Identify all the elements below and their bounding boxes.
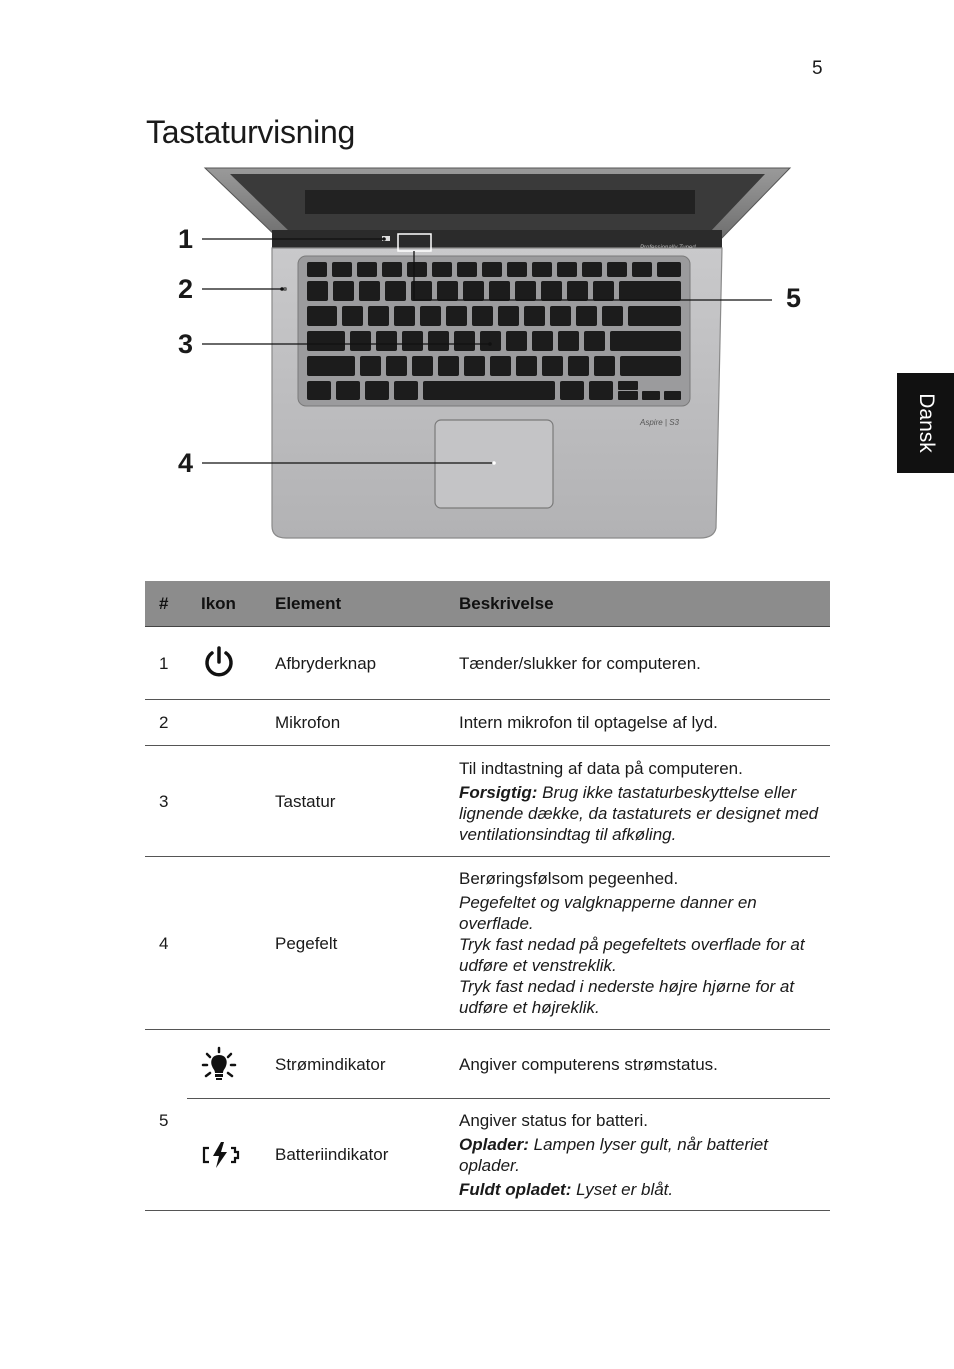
model-text: Aspire | S3 <box>640 418 679 427</box>
callout-3: 3 <box>178 329 194 359</box>
callout-1: 1 <box>178 224 194 254</box>
description-note <box>459 1179 830 1200</box>
row-description <box>445 746 830 857</box>
row-icon-empty <box>187 857 261 1030</box>
row-description <box>445 1099 830 1211</box>
row-number: 4 <box>145 857 187 1030</box>
description-note: Tryk fast nedad i nederste højre hjørne for at udføre et højreklik. <box>459 977 795 1017</box>
callout-4: 4 <box>178 448 194 478</box>
description-main: Til indtastning af data på computeren. <box>459 758 743 778</box>
battery-charging-icon <box>187 1099 261 1211</box>
table-row <box>145 857 830 1030</box>
table-row <box>145 1099 830 1211</box>
callout-2: 2 <box>178 274 194 304</box>
laptop-illustration <box>160 160 840 550</box>
row-number: 2 <box>145 700 187 746</box>
light-bulb-icon <box>187 1030 261 1099</box>
table-row <box>145 700 830 746</box>
row-description: Tænder/slukker for computeren. <box>445 627 830 700</box>
header-icon: Ikon <box>187 581 261 627</box>
description-main: Angiver status for batteri. <box>459 1110 648 1130</box>
description-note <box>459 782 830 845</box>
description-note <box>459 1134 830 1176</box>
page-title: Tastaturvisning <box>146 114 355 150</box>
row-description: Angiver computerens strømstatus. <box>445 1030 830 1099</box>
row-description: Intern mikrofon til optagelse af lyd. <box>445 700 830 746</box>
component-table <box>145 581 830 1211</box>
row-element: Mikrofon <box>261 700 445 746</box>
laptop-top-view <box>160 160 840 550</box>
row-element: Afbryderknap <box>261 627 445 700</box>
language-tab <box>897 373 954 473</box>
row-icon-empty <box>187 700 261 746</box>
language-tab-label: Dansk <box>914 393 938 453</box>
description-note: Pegefeltet og valgknapperne danner en overflade. <box>459 893 757 933</box>
note-text: Brug ikke tastaturbeskyttelse eller lignende dække, da tastaturets er designet med ventilationsindtag til afkøling. <box>459 782 819 844</box>
note-text: Lampen lyser gult, når batteriet oplader. <box>459 1134 768 1175</box>
row-element: Strømindikator <box>261 1030 445 1099</box>
description-note: Tryk fast nedad på pegefeltets overflade for at udføre et venstreklik. <box>459 935 805 975</box>
table-row <box>145 627 830 700</box>
note-lead: Oplader: <box>459 1134 529 1154</box>
table-row <box>145 746 830 857</box>
note-lead: Forsigtig: <box>459 782 538 802</box>
row-number: 3 <box>145 746 187 857</box>
header-num: # <box>145 581 187 627</box>
header-description: Beskrivelse <box>445 581 830 627</box>
row-description <box>445 857 830 1030</box>
row-element: Tastatur <box>261 746 445 857</box>
note-text: Lyset er blåt. <box>576 1179 674 1199</box>
header-element: Element <box>261 581 445 627</box>
page-number: 5 <box>812 58 823 79</box>
row-number: 1 <box>145 627 187 700</box>
description-main: Berøringsfølsom pegeenhed. <box>459 869 679 888</box>
row-number: 5 <box>145 1030 187 1211</box>
row-icon-empty <box>187 746 261 857</box>
row-element: Batteriindikator <box>261 1099 445 1211</box>
note-lead: Fuldt opladet: <box>459 1179 572 1199</box>
table-row <box>145 1030 830 1099</box>
callout-5: 5 <box>786 283 802 313</box>
row-element: Pegefelt <box>261 857 445 1030</box>
table-header-row <box>145 581 830 627</box>
power-icon <box>187 627 261 700</box>
